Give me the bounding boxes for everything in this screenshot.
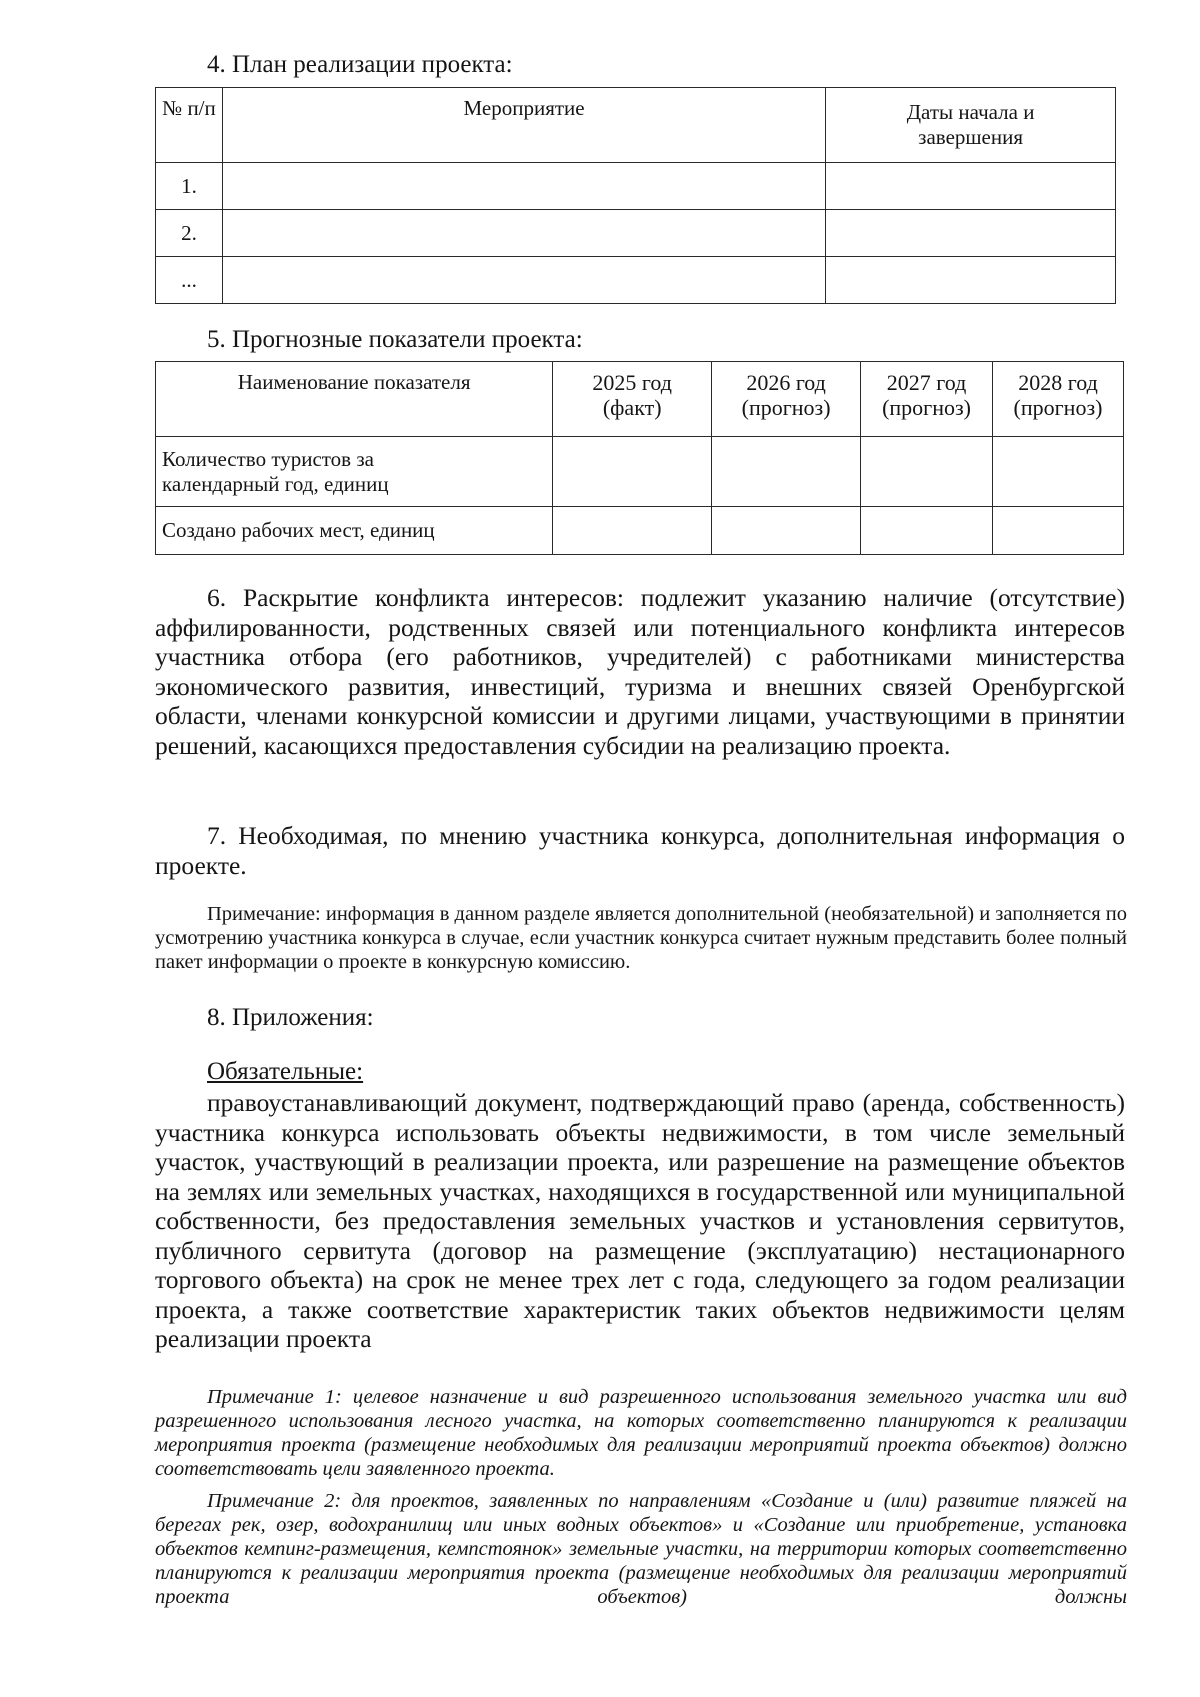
indicator-value: [712, 507, 861, 555]
additional-info-paragraph: 7. Необходимая, по мнению участника конкурса, дополнительная информация о проекте.: [155, 821, 1125, 880]
indicator-value: [993, 437, 1124, 507]
row-dates-cell: [826, 257, 1116, 304]
indicator-value: [553, 507, 712, 555]
row-number: ...: [156, 257, 223, 304]
table-header-row: [156, 362, 1124, 437]
section5-title: 5. Прогнозные показатели проекта:: [207, 326, 583, 353]
mandatory-subtitle: Обязательные:: [207, 1058, 364, 1085]
forecast-indicators-table: [155, 361, 1124, 555]
table-header-row: [156, 88, 1116, 163]
col-header-2027: 2027 год (прогноз): [861, 362, 993, 437]
table-row: [156, 257, 1116, 304]
table-row: [156, 507, 1124, 555]
col-header-2025: 2025 год (факт): [553, 362, 712, 437]
table-row: [156, 437, 1124, 507]
section8-title: 8. Приложения:: [207, 1004, 374, 1031]
col-header-2026: 2026 год (прогноз): [712, 362, 861, 437]
row-number: 1.: [156, 163, 223, 210]
appendix-note-2: Примечание 2: для проектов, заявленных по направлениям «Создание и (или) развитие пляжей на берегах рек, озер, водохранилищ или иных водных объектов» и «Создание или приобретение, установка объектов кемпинг-размещения, кемпстоянок» земельные участки, на территории которых соответственно планируются к реализации мероприятия проекта (размещение необходимых для реализации мероприятий проекта объектов) должны: [155, 1490, 1127, 1608]
appendix-note-1: Примечание 1: целевое назначение и вид разрешенного использования земельного участка или вид разрешенного использования лесного участка, на которых соответственно планируются к реализации мероприятия проекта (размещение необходимых для реализации мероприятий проекта объектов) должно соответствовать цели заявленного проекта.: [155, 1386, 1127, 1480]
conflict-of-interest-paragraph: 6. Раскрытие конфликта интересов: подлежит указанию наличие (отсутствие) аффилированности, родственных связей или потенциального конфликта интересов участника отбора (его работников, учредителей) с работниками министерства экономического развития, инвестиций, туризма и внешних связей Оренбургской области, членами конкурсной комиссии и другими лицами, участвующими в принятии решений, касающихся предоставления субсидии на реализацию проекта.: [155, 583, 1125, 760]
table-row: [156, 163, 1116, 210]
indicator-value: [553, 437, 712, 507]
col-header-dates: Даты начала и завершения: [826, 88, 1116, 163]
additional-info-note: Примечание: информация в данном разделе является дополнительной (необязательной) и заполняется по усмотрению участника конкурса в случае, если участник конкурса считает нужным представить более полный пакет информации о проекте в конкурсную комиссию.: [155, 903, 1127, 973]
indicator-name: Создано рабочих мест, единиц: [156, 507, 553, 555]
row-dates-cell: [826, 210, 1116, 257]
col-header-2028: 2028 год (прогноз): [993, 362, 1124, 437]
indicator-value: [861, 437, 993, 507]
col-header-number: № п/п: [156, 88, 223, 163]
project-plan-table: [155, 87, 1116, 304]
row-event-cell: [222, 210, 825, 257]
row-dates-cell: [826, 163, 1116, 210]
indicator-value: [712, 437, 861, 507]
section4-title: 4. План реализации проекта:: [207, 51, 513, 78]
col-header-indicator: Наименование показателя: [156, 362, 553, 437]
row-event-cell: [222, 163, 825, 210]
indicator-name: Количество туристов за календарный год, единиц: [156, 437, 553, 507]
mandatory-document-paragraph: правоустанавливающий документ, подтверждающий право (аренда, собственность) участника конкурса использовать объекты недвижимости, в том числе земельный участок, участвующий в реализации проекта, или разрешение на размещение объектов на землях или земельных участках, находящихся в государственной или муниципальной собственности, без предоставления земельных участков и установления сервитутов, публичного сервитута (договор на размещение (эксплуатацию) нестационарного торгового объекта) на срок не менее трех лет с года, следующего за годом реализации проекта, а также соответствие характеристик таких объектов недвижимости целям реализации проекта: [155, 1088, 1125, 1353]
col-header-event: Мероприятие: [222, 88, 825, 163]
table-row: [156, 210, 1116, 257]
indicator-value: [861, 507, 993, 555]
row-event-cell: [222, 257, 825, 304]
row-number: 2.: [156, 210, 223, 257]
indicator-value: [993, 507, 1124, 555]
